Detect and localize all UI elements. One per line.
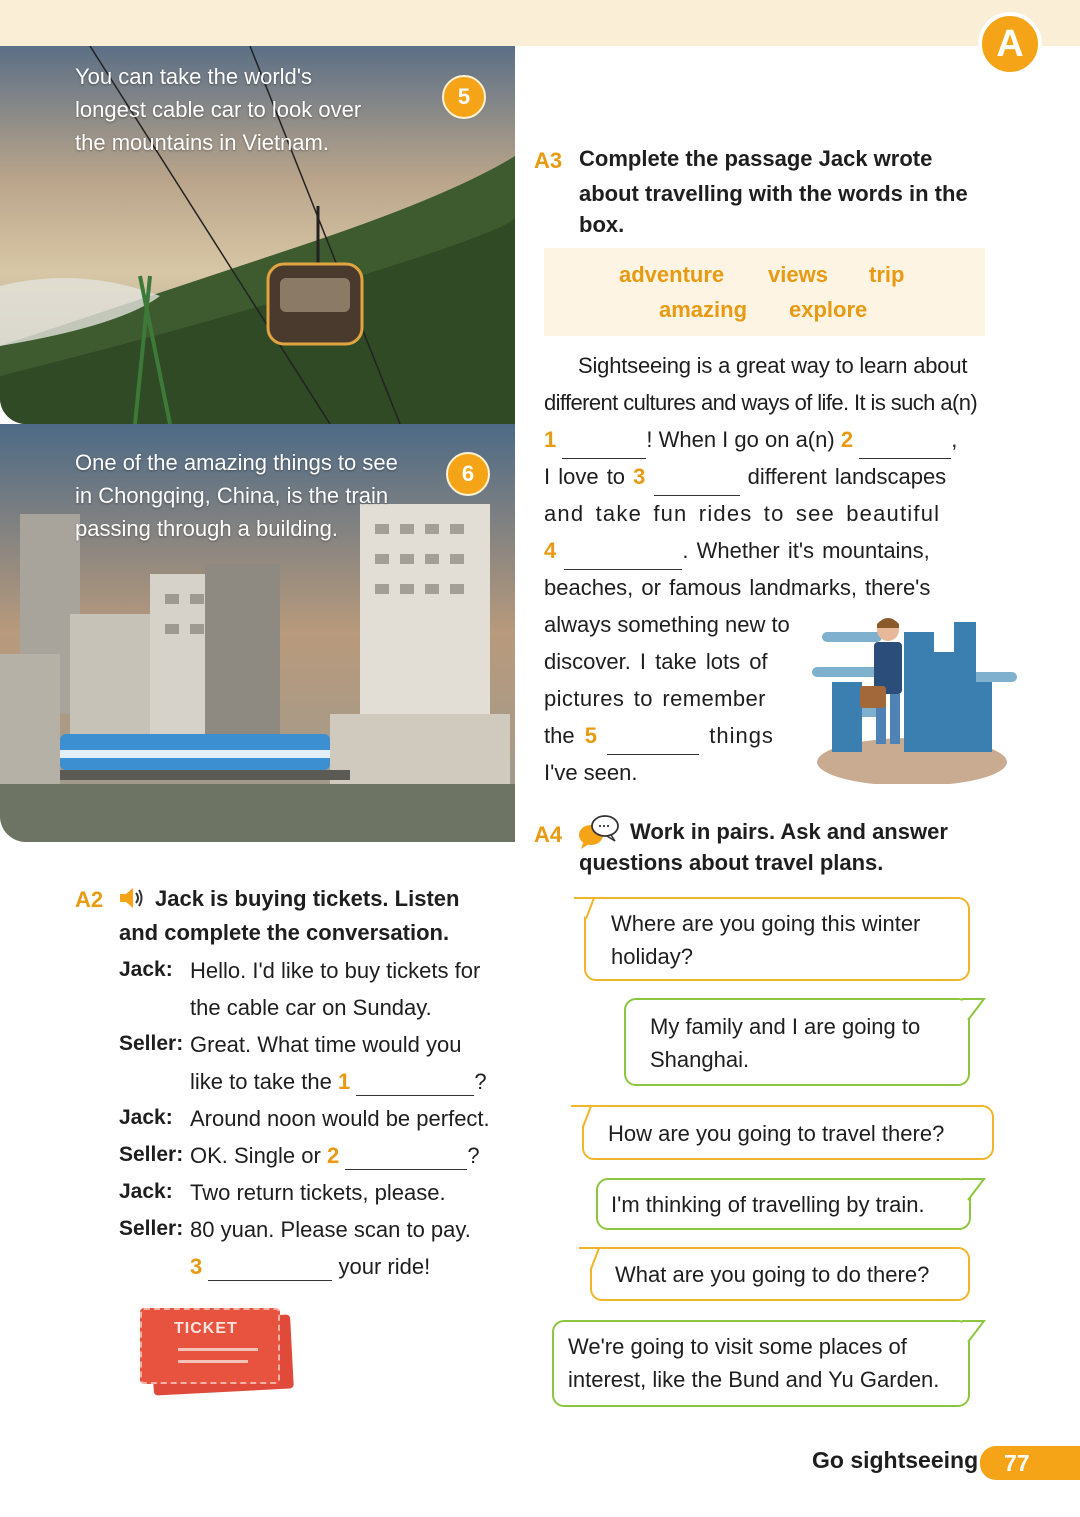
unit-badge: A <box>978 12 1042 76</box>
answer-blank-1[interactable] <box>356 1069 474 1096</box>
bubble-text: My family and I are going to <box>650 1014 921 1039</box>
dialogue-line: Hello. I'd like to buy tickets for <box>190 958 481 983</box>
section-a3-title-line3: box. <box>579 212 625 237</box>
bubble-tail <box>569 1105 593 1129</box>
dialogue-text: OK. Single or <box>190 1143 321 1168</box>
bubble-text: How are you going to travel there? <box>608 1121 945 1146</box>
passage-blank-1[interactable] <box>562 421 646 459</box>
passage-text: the <box>544 723 575 748</box>
ticket-illustration <box>136 1304 298 1400</box>
dialogue-speaker: Seller: <box>119 1032 184 1055</box>
bubble-tail <box>577 1247 601 1271</box>
footer-unit-title: Go sightseeing <box>812 1447 979 1473</box>
blank-number: 1 <box>544 427 557 452</box>
blank-number: 1 <box>338 1069 351 1094</box>
dialogue-speaker: Seller: <box>119 1217 184 1240</box>
section-a3-number: A3 <box>534 148 563 173</box>
passage-line <box>544 458 946 496</box>
passage-blank-3[interactable] <box>654 458 740 496</box>
passage-text: , <box>951 427 958 452</box>
cable-car-photo <box>0 46 515 424</box>
passage-line: different cultures and ways of life. It is such a(n) <box>544 390 978 415</box>
bubble-tail <box>960 998 986 1022</box>
section-a3-title-line2: about travelling with the words in the <box>579 181 968 206</box>
bubble-tail <box>572 897 596 921</box>
bubble-text: What are you going to do there? <box>615 1262 930 1287</box>
section-a4-title-line2: questions about travel plans. <box>579 850 884 875</box>
bubble-tail <box>960 1320 986 1344</box>
section-a2-number: A2 <box>75 887 104 912</box>
word-option: amazing <box>659 297 748 322</box>
ticket-label: TICKET <box>174 1320 238 1337</box>
passage-line: discover. I take lots of <box>544 649 768 674</box>
passage-line: I've seen. <box>544 760 638 785</box>
dialogue-text: like to take the <box>190 1069 332 1094</box>
passage-line: always something new to <box>544 612 790 637</box>
caption-line: You can take the world's <box>75 64 312 89</box>
dialogue-line: Two return tickets, please. <box>190 1180 446 1205</box>
blank-number: 2 <box>326 1143 340 1168</box>
caption-line: One of the amazing things to see <box>75 450 398 475</box>
passage-blank-2[interactable] <box>859 421 951 459</box>
bubble-text: Shanghai. <box>650 1047 750 1072</box>
bubble-tail <box>960 1178 986 1202</box>
passage-blank-4[interactable] <box>564 532 682 570</box>
passage-text: different landscapes <box>747 464 947 489</box>
word-option: adventure <box>619 262 725 287</box>
section-a3-title-line1: Complete the passage Jack wrote <box>579 146 933 171</box>
dialogue-text: ? <box>467 1143 480 1168</box>
passage-text: . Whether it's mountains, <box>682 538 930 563</box>
question-bubble <box>582 1105 994 1160</box>
dialogue-line-with-blank <box>190 1069 487 1096</box>
answer-bubble <box>552 1320 970 1407</box>
passage-line <box>544 717 774 755</box>
passage-line: and take fun rides to see beautiful <box>544 501 941 526</box>
dialogue-line-with-blank <box>190 1143 480 1170</box>
passage-text: things <box>709 723 774 748</box>
answer-blank-2[interactable] <box>345 1143 467 1170</box>
bubble-text: holiday? <box>611 944 693 969</box>
dialogue-line: the cable car on Sunday. <box>190 995 432 1020</box>
photo-number-badge: 6 <box>446 452 490 496</box>
question-bubble <box>584 897 970 981</box>
caption-line: passing through a building. <box>75 516 338 541</box>
passage-line: pictures to remember <box>544 686 766 711</box>
question-bubble <box>590 1247 970 1301</box>
chat-bubbles-icon <box>577 813 621 849</box>
word-option: explore <box>789 297 868 322</box>
passage-line <box>544 532 930 570</box>
passage-line: beaches, or famous landmarks, there's <box>544 575 931 600</box>
speaker-icon[interactable] <box>117 884 145 912</box>
bubble-text: I'm thinking of travelling by train. <box>611 1192 925 1217</box>
answer-bubble <box>624 998 970 1086</box>
word-box <box>544 248 985 336</box>
section-a2-title-line1: Jack is buying tickets. Listen <box>155 886 460 911</box>
photo-number-badge: 5 <box>442 75 486 119</box>
blank-number: 5 <box>584 723 597 748</box>
page-number: 77 <box>980 1446 1080 1480</box>
dialogue-text: ? <box>474 1069 487 1094</box>
section-a2-title-line2: and complete the conversation. <box>119 920 450 945</box>
passage-line: Sightseeing is a great way to learn about <box>578 353 968 378</box>
passage-blank-5[interactable] <box>607 717 699 755</box>
answer-blank-3[interactable] <box>208 1254 332 1281</box>
blank-number: 2 <box>840 427 854 452</box>
blank-number: 3 <box>633 464 646 489</box>
bubble-text: Where are you going this winter <box>611 911 921 936</box>
dialogue-speaker: Jack: <box>119 1180 173 1203</box>
bubble-text: interest, like the Bund and Yu Garden. <box>568 1367 940 1392</box>
word-option: trip <box>869 262 905 287</box>
dialogue-speaker: Seller: <box>119 1143 184 1166</box>
chongqing-photo <box>0 424 515 842</box>
caption-line: longest cable car to look over <box>75 97 362 122</box>
dialogue-speaker: Jack: <box>119 958 173 981</box>
top-band <box>0 0 1080 46</box>
bubble-text: We're going to visit some places of <box>568 1334 907 1359</box>
blank-number: 4 <box>544 538 557 563</box>
passage-text: I love to <box>544 464 626 489</box>
dialogue-line: 80 yuan. Please scan to pay. <box>190 1217 471 1242</box>
dialogue-text: your ride! <box>338 1254 431 1279</box>
word-option: views <box>768 262 828 287</box>
caption-line: the mountains in Vietnam. <box>75 130 329 155</box>
traveller-illustration <box>812 612 1022 784</box>
dialogue-line-with-blank <box>190 1254 430 1281</box>
section-a4-number: A4 <box>534 822 563 847</box>
dialogue-line: Around noon would be perfect. <box>190 1106 490 1131</box>
caption-line: in Chongqing, China, is the train <box>75 483 389 508</box>
passage-text: ! When I go on a(n) <box>646 427 835 452</box>
passage-line <box>544 421 957 459</box>
section-a4-title-line1: Work in pairs. Ask and answer <box>630 819 948 844</box>
blank-number: 3 <box>190 1254 203 1279</box>
answer-bubble <box>596 1178 971 1230</box>
dialogue-speaker: Jack: <box>119 1106 173 1129</box>
dialogue-line: Great. What time would you <box>190 1032 462 1057</box>
